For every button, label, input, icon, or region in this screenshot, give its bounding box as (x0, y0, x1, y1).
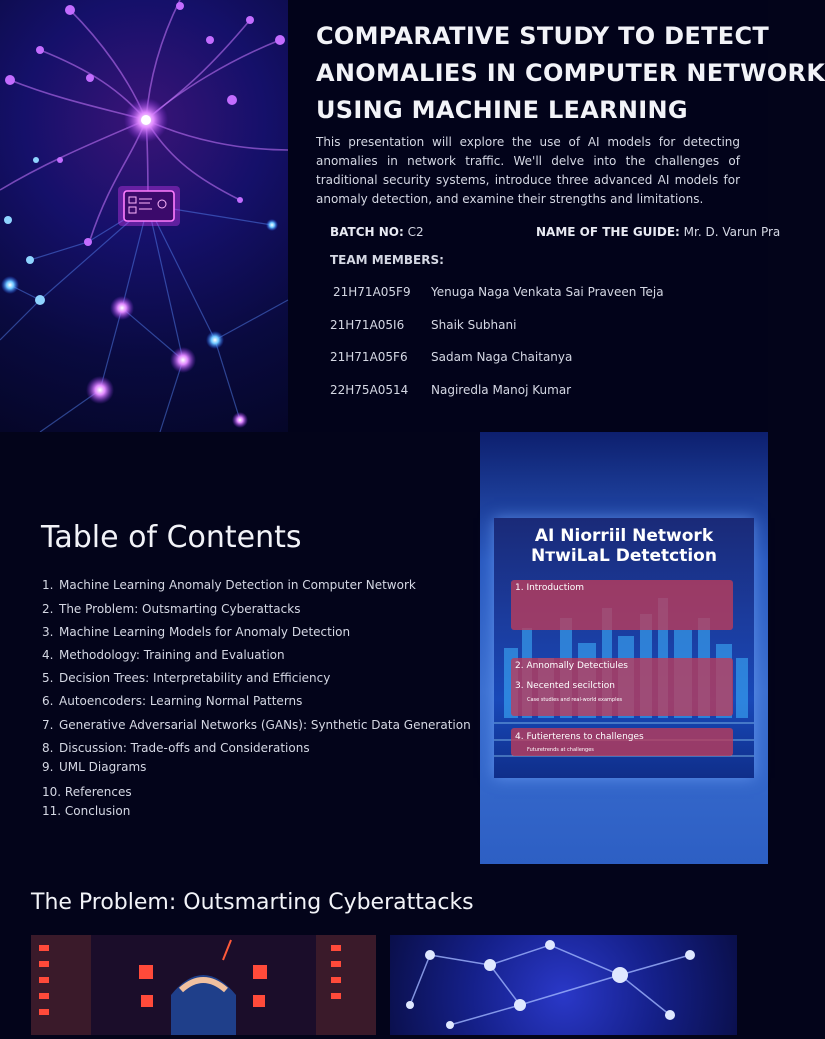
guide-value: Mr. D. Varun Pra (683, 225, 781, 239)
neural-network-image (0, 0, 288, 432)
title-slide (0, 0, 825, 432)
title-line-2: ANOMALIES IN COMPUTER NETWORK (316, 59, 825, 87)
guide-label: NAME OF THE GUIDE: (536, 225, 680, 239)
poster-item: 2. Annomally Detectiules (515, 661, 628, 671)
member-id: 21H71A05I6 (330, 318, 405, 332)
member-id: 22H75A0514 (330, 383, 409, 397)
member-name: Nagiredla Manoj Kumar (431, 383, 572, 397)
batch-info (330, 225, 424, 239)
toc-item: 4. Methodology: Training and Evaluation (42, 648, 285, 662)
poster-item: 4. Futierterens to challenges (515, 732, 644, 742)
toc-item: 11. Conclusion (42, 804, 131, 818)
member-id: 21H71A05F6 (330, 350, 408, 364)
poster-item: 1. Introductiom (515, 583, 585, 593)
member-name: Sadam Naga Chaitanya (431, 350, 573, 364)
member-id: 21H71A05F9 (333, 285, 411, 299)
presentation-title (316, 18, 825, 129)
poster-item-sub: Case studies and real-world examples (527, 697, 623, 703)
cyber-server-image (31, 935, 376, 1035)
poster-item: 3. Necented secilction (515, 681, 615, 691)
toc-item: 8. Discussion: Trade-offs and Considerations (42, 741, 310, 755)
team-label: TEAM MEMBERS: (330, 253, 444, 267)
poster (494, 518, 754, 778)
problem-slide (0, 864, 768, 1024)
member-name: Yenuga Naga Venkata Sai Praveen Teja (431, 285, 664, 299)
toc-item: 9. UML Diagrams (42, 760, 147, 774)
server-room-illustration (31, 935, 376, 1035)
batch-value: C2 (407, 225, 424, 239)
member-row (333, 285, 411, 299)
title-line-1: COMPARATIVE STUDY TO DETECT (316, 22, 770, 50)
toc-item: 2. The Problem: Outsmarting Cyberattacks (42, 602, 301, 616)
table-of-contents-slide (0, 432, 768, 864)
poster-item-sub: Futuretrends at challenges (527, 747, 594, 753)
title-line-3: USING MACHINE LEARNING (316, 96, 688, 124)
toc-item: 10. References (42, 785, 132, 799)
neural-network-illustration (0, 0, 288, 432)
network-nodes-image (390, 935, 737, 1035)
problem-title: The Problem: Outsmarting Cyberattacks (31, 890, 474, 915)
toc-item: 5. Decision Trees: Interpretability and Efficiency (42, 671, 331, 685)
guide-info (536, 225, 780, 239)
toc-poster-image (480, 432, 768, 864)
toc-title: Table of Contents (41, 520, 302, 555)
network-nodes-illustration (390, 935, 737, 1035)
poster-title: AI Niorriil Network NтwiLaL Detetction (531, 526, 717, 566)
member-name: Shaik Subhani (431, 318, 517, 332)
toc-item: 6. Autoencoders: Learning Normal Patterns (42, 694, 303, 708)
toc-item: 7. Generative Adversarial Networks (GANs): Synthetic Data Generation (42, 718, 471, 732)
toc-item: 3. Machine Learning Models for Anomaly Detection (42, 625, 351, 639)
intro-paragraph: This presentation will explore the use of AI models for detecting anomalies in network traffic. We'll delve into the challenges of traditional security systems, introduce three advanced AI models for anomaly detection, and examine their strengths and limitations. (316, 135, 740, 206)
chip-icon (118, 186, 180, 226)
batch-label: BATCH NO: (330, 225, 404, 239)
toc-item: 1. Machine Learning Anomaly Detection in Computer Network (42, 578, 416, 592)
